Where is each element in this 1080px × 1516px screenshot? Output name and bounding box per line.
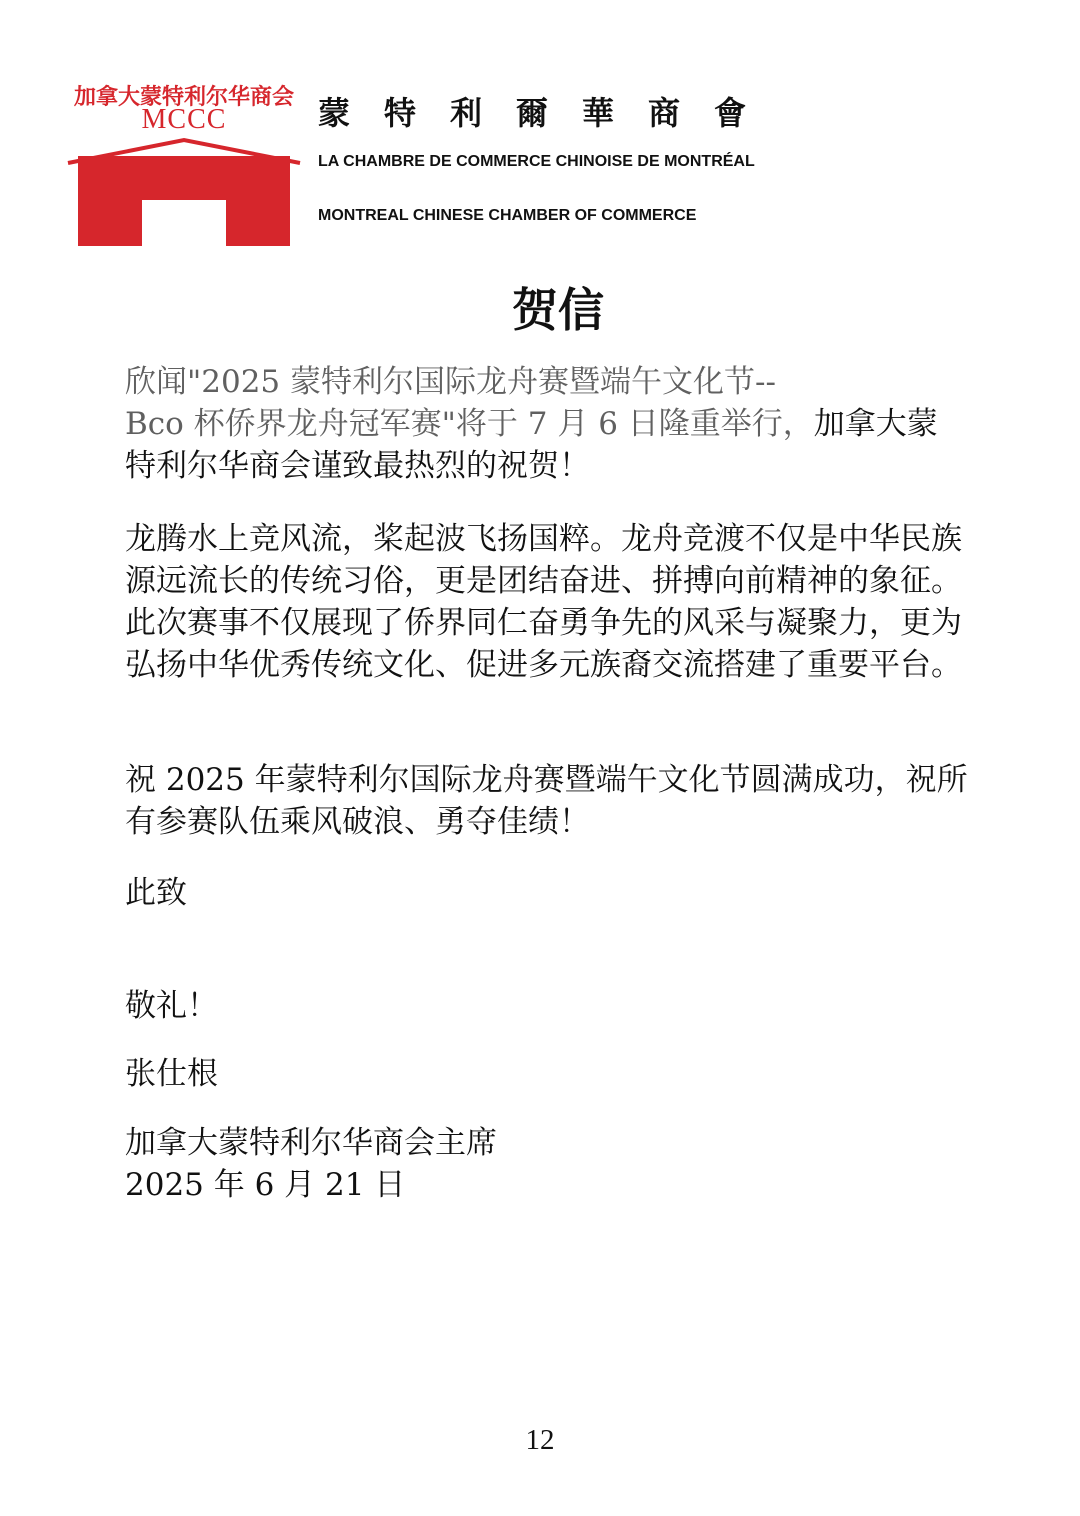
regards-phrase: 敬礼！	[125, 988, 218, 1024]
letter-date: 2025 年 6 月 21 日	[125, 1167, 406, 1203]
paragraph-dragon-boat: 龙腾水上竞风流，桨起波飞扬国粹。龙舟竞渡不仅是中华民族源远流长的传统习俗，更是团结奋进、拼搏向前精神的象征。此次赛事不仅展现了侨界同仁奋勇争先的风采与凝聚力，更为弘扬中华优秀传统文化、促进多元族裔交流搭建了重要平台。	[125, 521, 962, 683]
building-roof-icon	[66, 136, 302, 248]
paragraph-line-grey: Bco 杯侨界龙舟冠军赛"将于 7 月 6 日隆重举行，	[125, 406, 814, 442]
org-name-french: LA CHAMBRE DE COMMERCE CHINOISE DE MONTRÉAL	[318, 153, 755, 170]
paragraph-wishes: 祝 2025 年蒙特利尔国际龙舟赛暨端午文化节圆满成功，祝所有参赛队伍乘风破浪、勇夺佳绩！	[125, 762, 968, 840]
letter-title: 贺信	[512, 283, 604, 337]
logo-acronym: MCCC	[141, 104, 227, 135]
closing-phrase: 此致	[125, 875, 187, 911]
signer-title: 加拿大蒙特利尔华商会主席	[125, 1125, 497, 1161]
logo-chinese-text: 加拿大蒙特利尔华商会	[73, 84, 294, 110]
paragraph-line: 欣闻"2025 蒙特利尔国际龙舟赛暨端午文化节--	[125, 364, 776, 400]
paragraph-line	[125, 403, 985, 445]
mccc-logo	[66, 80, 302, 248]
paragraph-line-black: 加拿大蒙	[813, 406, 938, 442]
page-number: 12	[525, 1424, 555, 1456]
signer-name: 张仕根	[125, 1056, 218, 1092]
org-name-english: MONTREAL CHINESE CHAMBER OF COMMERCE	[318, 207, 697, 224]
paragraph-line: 特利尔华商会谨致最热烈的祝贺！	[125, 448, 590, 484]
org-name-chinese: 蒙特利爾華商會	[318, 94, 781, 132]
paragraph-announcement	[125, 361, 985, 487]
